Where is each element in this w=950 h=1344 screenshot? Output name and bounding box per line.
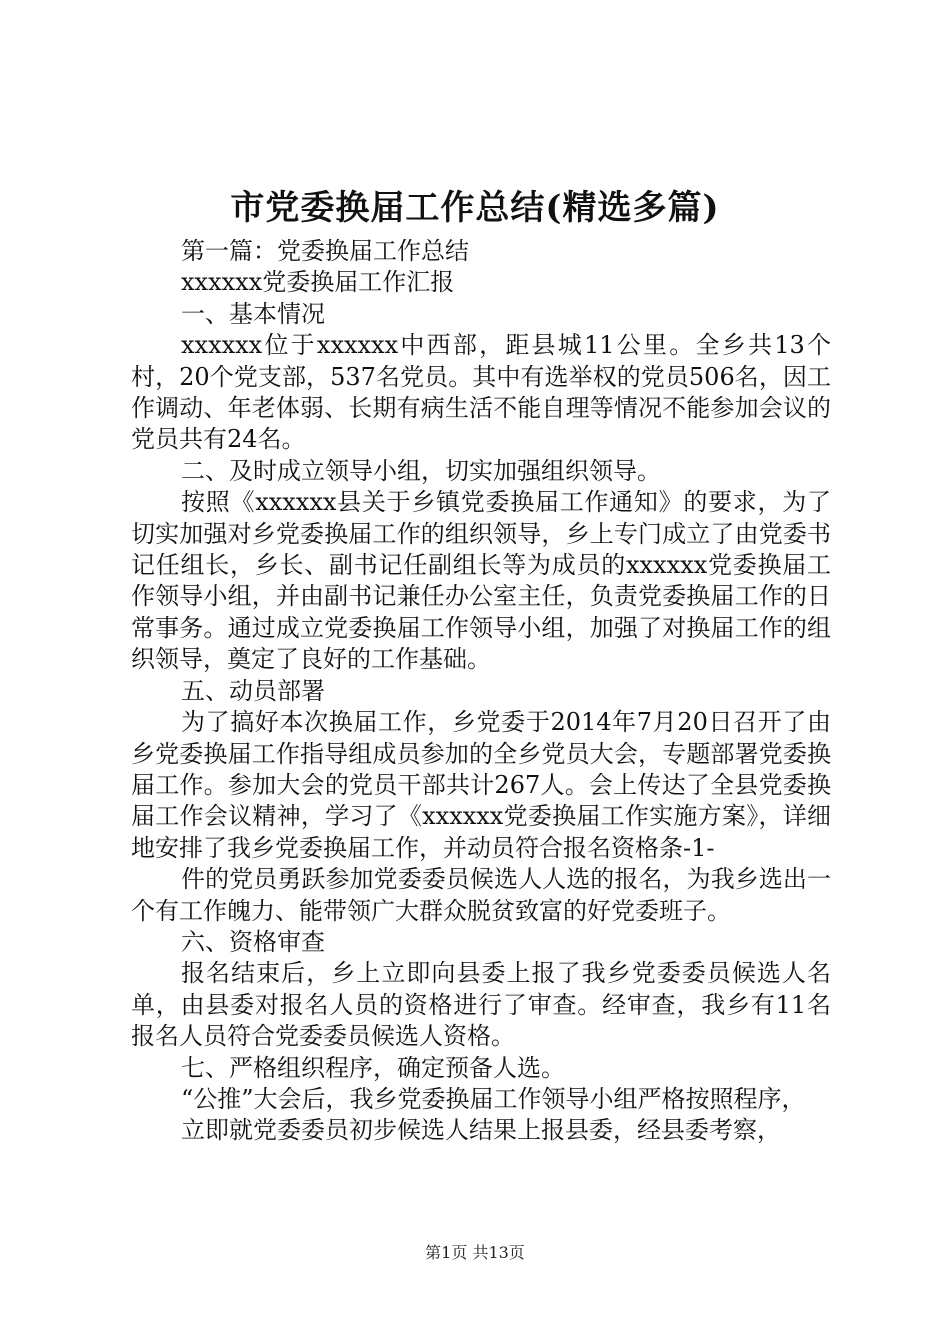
paragraph: “公推”大会后，我乡党委换届工作领导小组严格按照程序， — [181, 1084, 806, 1113]
paragraph: 件的党员勇跃参加党委委员候选人人选的报名，为我乡选出一个有工作魄力、能带领广大群众脱贫致富的好党委班子。 — [131, 865, 831, 925]
paragraph: 报名结束后，乡上立即向县委上报了我乡党委委员候选人名单，由县委对报名人员的资格进行了审查。经审查，我乡有11名报名人员符合党委委员候选人资格。 — [131, 959, 831, 1051]
paragraph: 为了搞好本次换届工作，乡党委于2014年7月20日召开了由乡党委换届工作指导组成员参加的全乡党员大会，专题部署党委换届工作。参加大会的党员干部共计267人。会上传达了全县党委换届工作会议精神，学习了《xxxxxx党委换届工作实施方案》，详细地安排了我乡党委换届工作，并动员符合报名资格条-1- — [131, 708, 831, 862]
paragraph: 按照《xxxxxx县关于乡镇党委换届工作通知》的要求，为了切实加强对乡党委换届工作的组织领导，乡上专门成立了由党委书记任组长，乡长、副书记任副组长等为成员的xxxxxx党委换届工作领导小组，并由副书记兼任办公室主任，负责党委换届工作的日常事务。通过成立党委换届工作领导小组，加强了对换届工作的组织领导，奠定了良好的工作基础。 — [131, 488, 831, 674]
document-title: 市党委换届工作总结(精选多篇) — [230, 188, 720, 228]
page-footer: 第1页 共13页 — [425, 1243, 525, 1262]
paragraph: 五、动员部署 — [181, 676, 325, 705]
paragraph: 立即就党委委员初步候选人结果上报县委，经县委考察， — [181, 1116, 781, 1145]
document-body — [131, 236, 831, 1147]
paragraph: 二、及时成立领导小组，切实加强组织领导。 — [181, 456, 661, 485]
paragraph: 七、严格组织程序，确定预备人选。 — [181, 1053, 565, 1082]
paragraph: xxxxxx位于xxxxxx中西部，距县城11公里。全乡共13个村，20个党支部，537名党员。其中有选举权的党员506名，因工作调动、年老体弱、长期有病生活不能自理等情况不能参加会议的党员共有24名。 — [131, 331, 831, 454]
paragraph: 第一篇：党委换届工作总结 — [181, 237, 469, 265]
paragraph: xxxxxx党委换届工作汇报 — [181, 268, 455, 297]
paragraph: 一、基本情况 — [181, 299, 325, 328]
paragraph: 六、资格审查 — [181, 927, 325, 956]
